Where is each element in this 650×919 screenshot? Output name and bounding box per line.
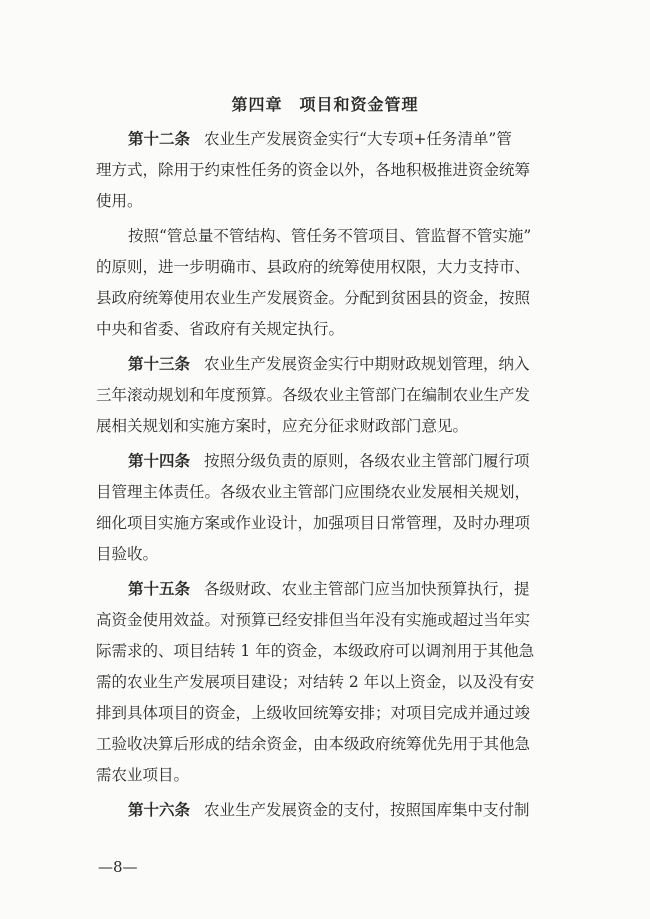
article-16-line-1: 第十六条 农业生产发展资金的支付，按照国库集中支付制: [128, 801, 530, 819]
article-13-line-3: 展相关规划和实施方案时，应充分征求财政部门意见。: [96, 417, 469, 435]
article-14-line-2: 目管理主体责任。各级农业主管部门应围绕农业发展相关规划，: [96, 483, 531, 501]
article-12-line-2: 理方式，除用于约束性任务的资金以外，各地积极推进资金统筹: [96, 161, 531, 179]
article-15-line-2: 高资金使用效益。对预算已经安排但当年没有实施或超过当年实: [96, 611, 531, 629]
article-16-label: 第十六条: [128, 801, 191, 819]
article-15-line-3: 际需求的、项目结转 1 年的资金，本级政府可以调剂用于其他急: [96, 642, 535, 660]
article-14-line-1: 第十四条 按照分级负责的原则，各级农业主管部门履行项: [128, 452, 530, 470]
article-15-line-7: 需农业项目。: [96, 766, 190, 784]
article-13-line-1: 第十三条 农业生产发展资金实行中期财政规划管理，纳入: [128, 355, 530, 373]
article-12-line-3: 使用。: [96, 192, 143, 210]
article-14-line-3: 细化项目实施方案或作业设计，加强项目日常管理，及时办理项: [96, 514, 531, 532]
article-12-p2-line-1: 按照“管总量不管结构、管任务不管项目、管监督不管实施”: [128, 227, 532, 245]
chapter-title: 第四章 项目和资金管理: [231, 95, 419, 114]
article-14-label: 第十四条: [128, 452, 191, 470]
article-12-p2-line-2: 的原则，进一步明确市、县政府的统筹使用权限，大力支持市、: [96, 258, 531, 276]
page-number: —8—: [98, 858, 138, 876]
article-14-line-4: 目验收。: [96, 545, 159, 563]
article-15-label: 第十五条: [128, 580, 191, 598]
body-text: [96, 124, 576, 826]
article-15-line-5: 排到具体项目的资金，上级收回统筹安排；对项目完成并通过竣: [96, 704, 531, 722]
article-12-p2-line-4: 中央和省委、省政府有关规定执行。: [96, 320, 345, 338]
article-13-line-2: 三年滚动规划和年度预算。各级农业主管部门在编制农业生产发: [96, 386, 531, 404]
article-12-p2-line-3: 县政府统筹使用农业生产发展资金。分配到贫困县的资金，按照: [96, 289, 531, 307]
article-15-line-6: 工验收决算后形成的结余资金，由本级政府统筹优先用于其他急: [96, 735, 531, 753]
article-15-line-1: 第十五条 各级财政、农业主管部门应当加快预算执行，提: [128, 580, 530, 598]
article-13-label: 第十三条: [128, 355, 191, 373]
article-15-line-4: 需的农业生产发展项目建设；对结转 2 年以上资金，以及没有安: [96, 673, 535, 691]
article-12-line-1: 第十二条 农业生产发展资金实行“大专项+任务清单”管: [128, 130, 512, 148]
article-12-label: 第十二条: [128, 130, 191, 148]
